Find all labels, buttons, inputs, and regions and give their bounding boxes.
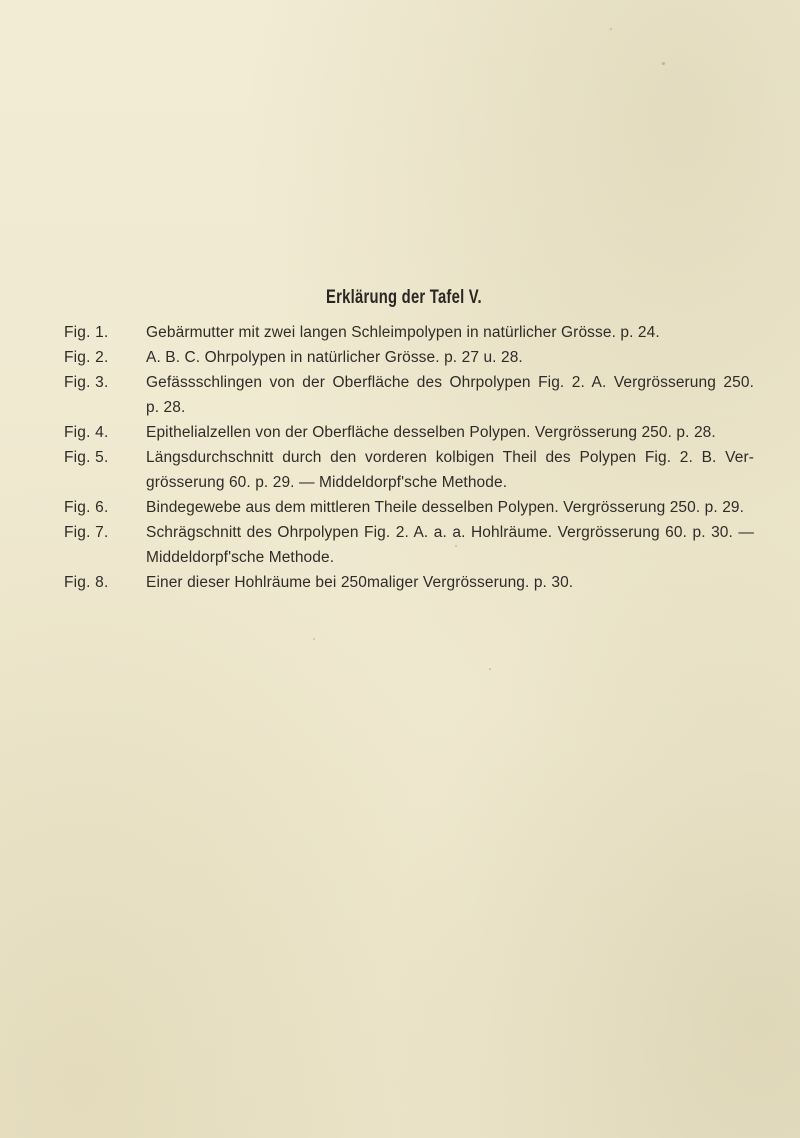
figure-description (146, 522, 754, 568)
description-line: Bindegewebe aus dem mittleren Theile desselben Polypen. Vergrösserung 250. p. 29. (146, 499, 745, 516)
description-line: Längsdurchschnitt durch den vorderen kolbigen Theil des Polypen Fig. 2. B. Ver- (146, 449, 754, 466)
figure-label: Fig. 3. (64, 374, 109, 391)
figure-description (146, 372, 754, 418)
figure-description (146, 497, 754, 518)
paper-speck (313, 638, 315, 640)
figure-label: Fig. 8. (64, 574, 109, 591)
figure-entry (64, 347, 754, 368)
figure-entry (64, 422, 754, 443)
figure-label: Fig. 1. (64, 324, 109, 341)
figure-entry (64, 497, 754, 518)
figure-label: Fig. 7. (64, 524, 109, 541)
figure-entry (64, 372, 754, 418)
figure-entry (64, 522, 754, 568)
description-line: Einer dieser Hohlräume bei 250maliger Vergrösserung. p. 30. (146, 574, 574, 591)
figure-entry (64, 447, 754, 493)
description-line: Gebärmutter mit zwei langen Schleimpolypen in natürlicher Grösse. p. 24. (146, 324, 660, 341)
paper-speck (489, 668, 491, 670)
figure-label: Fig. 5. (64, 449, 109, 466)
description-line: Schrägschnitt des Ohrpolypen Fig. 2. A. a. a. Hohlräume. Vergrösserung 60. p. 30. — (146, 524, 754, 541)
figure-description (146, 572, 754, 593)
figure-description (146, 422, 754, 443)
description-line: Gefässschlingen von der Oberfläche des Ohrpolypen Fig. 2. A. Vergrösserung 250. (146, 374, 754, 391)
page-title: Erklärung der Tafel V. (326, 287, 482, 308)
figure-description (146, 322, 754, 343)
paper-speck (610, 28, 612, 30)
figure-label: Fig. 2. (64, 349, 109, 366)
description-line: grösserung 60. p. 29. — Middeldorpf'sche Methode. (146, 474, 508, 491)
figure-label: Fig. 6. (64, 499, 109, 516)
paper-speck (662, 62, 665, 65)
description-line: Middeldorpf'sche Methode. (146, 549, 335, 566)
figure-label: Fig. 4. (64, 424, 109, 441)
figure-entry (64, 322, 754, 343)
description-line: p. 28. (146, 399, 186, 416)
figure-entry (64, 572, 754, 593)
paper-speck (455, 545, 457, 547)
description-line: Epithelialzellen von der Oberfläche desselben Polypen. Vergrösserung 250. p. 28. (146, 424, 716, 441)
figure-description (146, 347, 754, 368)
figure-description (146, 447, 754, 493)
figure-legend-list (64, 322, 754, 597)
description-line: A. B. C. Ohrpolypen in natürlicher Grösse. p. 27 u. 28. (146, 349, 523, 366)
